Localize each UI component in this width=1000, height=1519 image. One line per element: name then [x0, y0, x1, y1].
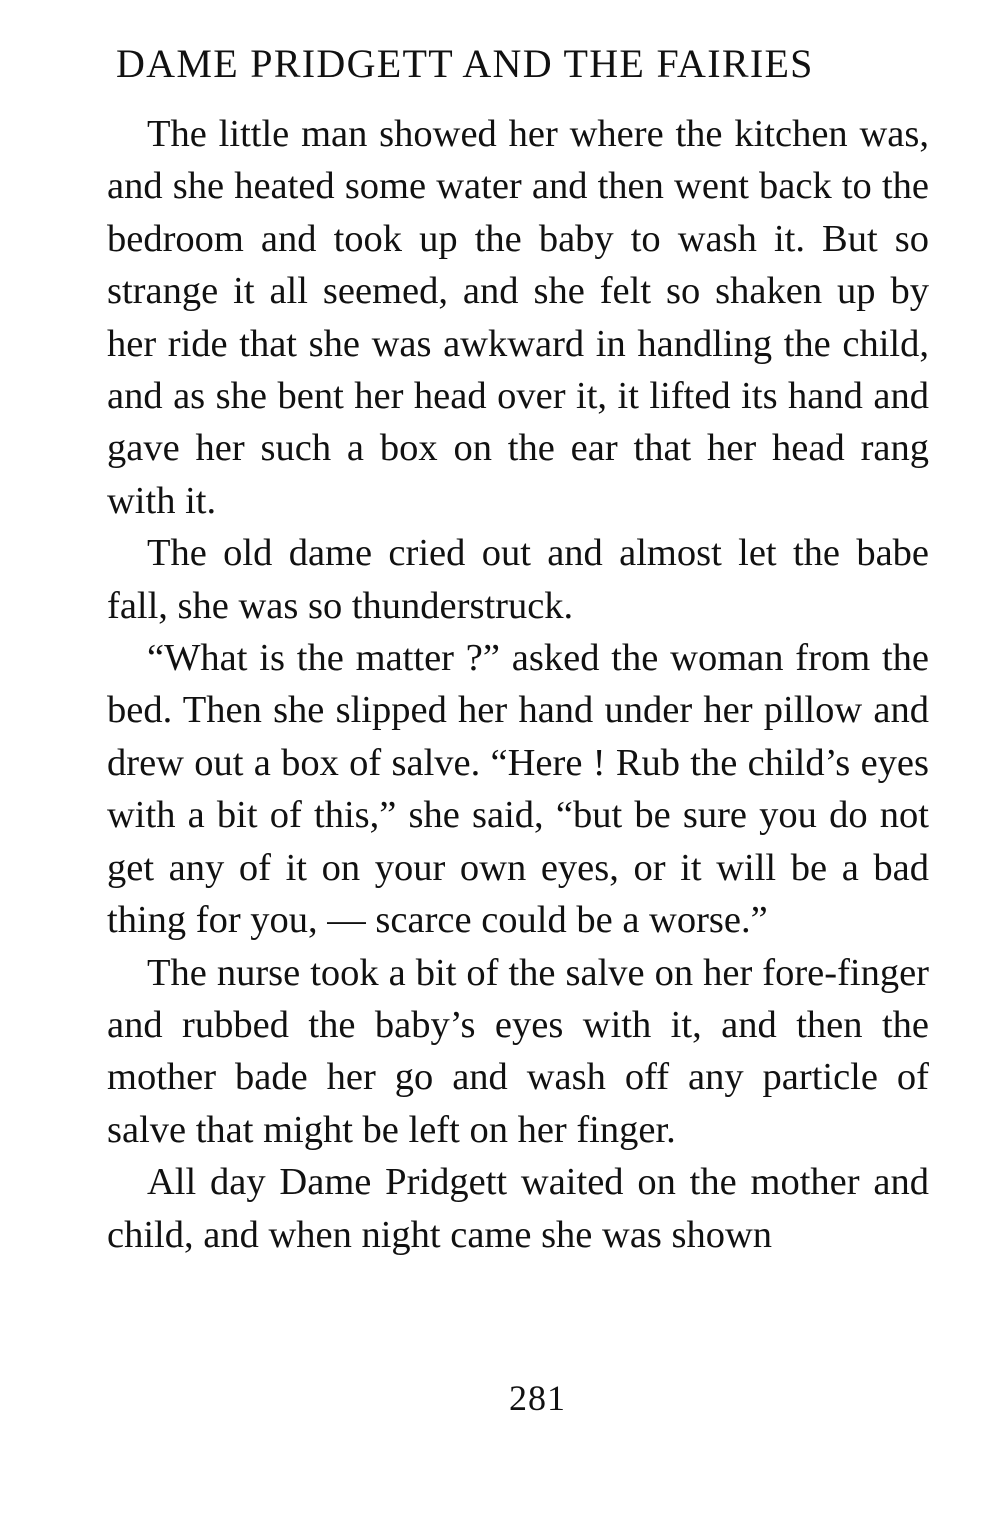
- body-text: [107, 108, 929, 1261]
- paragraph: The old dame cried out and almost let the babe fall, she was so thunderstruck.: [107, 532, 929, 627]
- paragraph: “What is the matter ?” asked the woman from the bed. Then she slipped her hand under her pillow and drew out a box of salve. “Here ! Rub the child’s eyes with a bit of this,” she said, “but be sure you do not get any of it on your own eyes, or it will be a bad thing for you, — scarce could be a worse.”: [107, 637, 929, 942]
- paragraph: The nurse took a bit of the salve on her fore-finger and rubbed the baby’s eyes with it, and then the mother bade her go and wash off any particle of salve that might be left on her finger.: [107, 951, 929, 1151]
- running-head: DAME PRIDGETT AND THE FAIRIES: [116, 41, 814, 86]
- page-number: 281: [509, 1378, 566, 1418]
- paragraph: All day Dame Pridgett waited on the mother and child, and when night came she was shown: [107, 1161, 929, 1256]
- paragraph: The little man showed her where the kitchen was, and she heated some water and then went back to the bedroom and took up the baby to wash it. But so strange it all seemed, and she felt so shaken up by her ride that she was awkward in handling the child, and as she bent her head over it, it lifted its hand and gave her such a box on the ear that her head rang with it.: [107, 113, 929, 522]
